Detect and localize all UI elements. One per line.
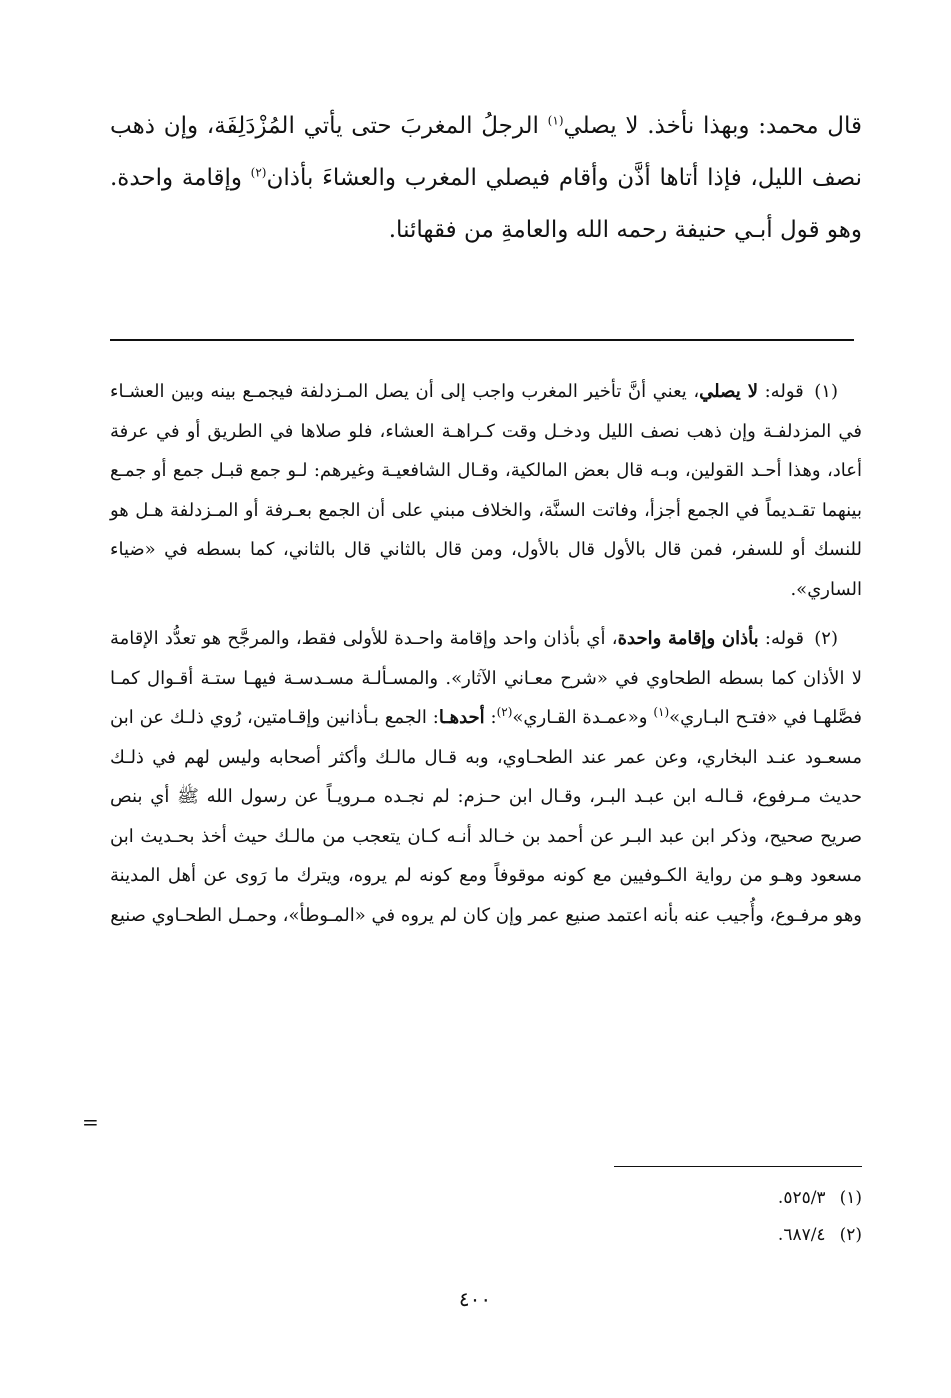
main-text xyxy=(110,100,862,256)
footnote-1 xyxy=(110,372,862,609)
references-list xyxy=(600,1180,862,1254)
footnote-1-intro: قوله: xyxy=(758,381,811,402)
footnote-2-label: بأذان وإقامة واحدة xyxy=(617,628,759,649)
continuation-mark: = xyxy=(82,1110,99,1134)
footnote-1-body: ، يعني أنَّ تأخير المغرب واجب إلى أن يصل المـزدلفة فيجمـع بينه وبين العشـاء في المزدلفـة وإن ذهب نصف الليل ودخـل وقت كـراهـة العشاء، فلو صلاها في الطريق أو في عرفة أعاد، وهذا أحـد القولين، وبـه قال بعض المالكية، وقـال الشافعيـة وغيرهم: لـو جمع قبـل جمع أو جمـع بينهما تقـديماً في الجمع أجزأ، وفاتت السنَّة، والخلاف مبني على أن الجمع بعـرفة أو المـزدلفة هـل هو للنسك أو للسفر، فمن قال بالأول قال بالأول، ومن قال بالثاني قال بالثاني، كما بسطه في «ضياء الساري». xyxy=(110,381,862,600)
reference-text: ٥٢٥/٣. xyxy=(777,1188,826,1208)
footnote-2-label-b: أحدهـا xyxy=(438,707,485,728)
footnote-2-body-c: : xyxy=(484,707,497,728)
main-text-part-2: الرجلُ المغربَ حتى يأتي المُزْدَلِفَة، وإن ذهب نصف الليل، فإذا أتاها أذَّن وأقام فيصلي المغرب والعشاءَ بأذان xyxy=(110,113,862,191)
footnote-2-intro: قوله: xyxy=(758,628,811,649)
footnote-2-body-a: ، أي بأذان واحد وإقامة واحـدة للأولى فقط، والمرجَّح هو تعدُّد الإقامة لا الأذان كما بسطه الطحاوي في «شرح معـاني الآثار». والمسـألـة مسـدسـة فيهـا ستـة أقـوال كمـا فصَّلهـا في «فتـح البـاري» xyxy=(110,628,862,728)
footnotes-section xyxy=(110,372,862,945)
footnote-2 xyxy=(110,619,862,935)
main-paragraph xyxy=(110,100,862,256)
footnote-1-number: (١) xyxy=(814,381,838,402)
main-footnote-separator xyxy=(110,339,854,341)
footnote-ref-1[interactable]: (١) xyxy=(547,113,564,128)
reference-number: (١) xyxy=(839,1188,862,1208)
footnote-2-number: (٢) xyxy=(814,628,838,649)
footnote-2-body-b: و«عمـدة القـاري» xyxy=(512,707,654,728)
main-text-part-1: قال محمد: وبهذا نأخذ. لا يصلي xyxy=(563,113,862,139)
footnote-2-ref-a[interactable]: (١) xyxy=(653,705,670,719)
references-separator xyxy=(614,1166,862,1167)
footnote-ref-2[interactable]: (٢) xyxy=(250,165,267,180)
footnote-1-label: لا يصلي xyxy=(699,381,759,402)
reference-item xyxy=(600,1180,862,1217)
main-text-part-3: وإقامة واحدة. وهو قول أبـي حنيفة رحمه الله والعامةِ من فقهائنا. xyxy=(110,165,862,243)
footnote-2-body-d: : الجمع بـأذانين وإقـامتين، رُوي ذلـك عن ابن مسعـود عنـد البخاري، وعن عمر عند الطحـاوي، وبه قـال مالـك وأكثر أصحابه وليس لهم في ذلـك حديث مـرفوع، قـالـه ابن عبـد البـر، وقـال ابن حـزم: لم نجـده مـرويـاً عن رسول الله ﷺ أي بنص صريح صحيح، وذكر ابن عبد البـر عن أحمد بن خـالد أنـه كـان يتعجب من مالـك حيث أخذ بحـديث ابن مسعود وهـو من رواية الكـوفيين مع كونه موقوفاً ومع كونه لم يروه، ويترك ما رَوى عن أهل المدينة وهو مرفـوع، وأُجيب عنه بأنه اعتمد صنيع عمر وإن كان لم يروه في «المـوطأ»، وحمـل الطحـاوي صنيع xyxy=(110,707,862,926)
reference-text: ٦٨٧/٤. xyxy=(777,1225,826,1245)
footnote-2-ref-b[interactable]: (٢) xyxy=(496,705,513,719)
reference-item xyxy=(600,1217,862,1254)
reference-number: (٢) xyxy=(839,1225,862,1245)
page-number: ٤٠٠ xyxy=(458,1287,492,1311)
